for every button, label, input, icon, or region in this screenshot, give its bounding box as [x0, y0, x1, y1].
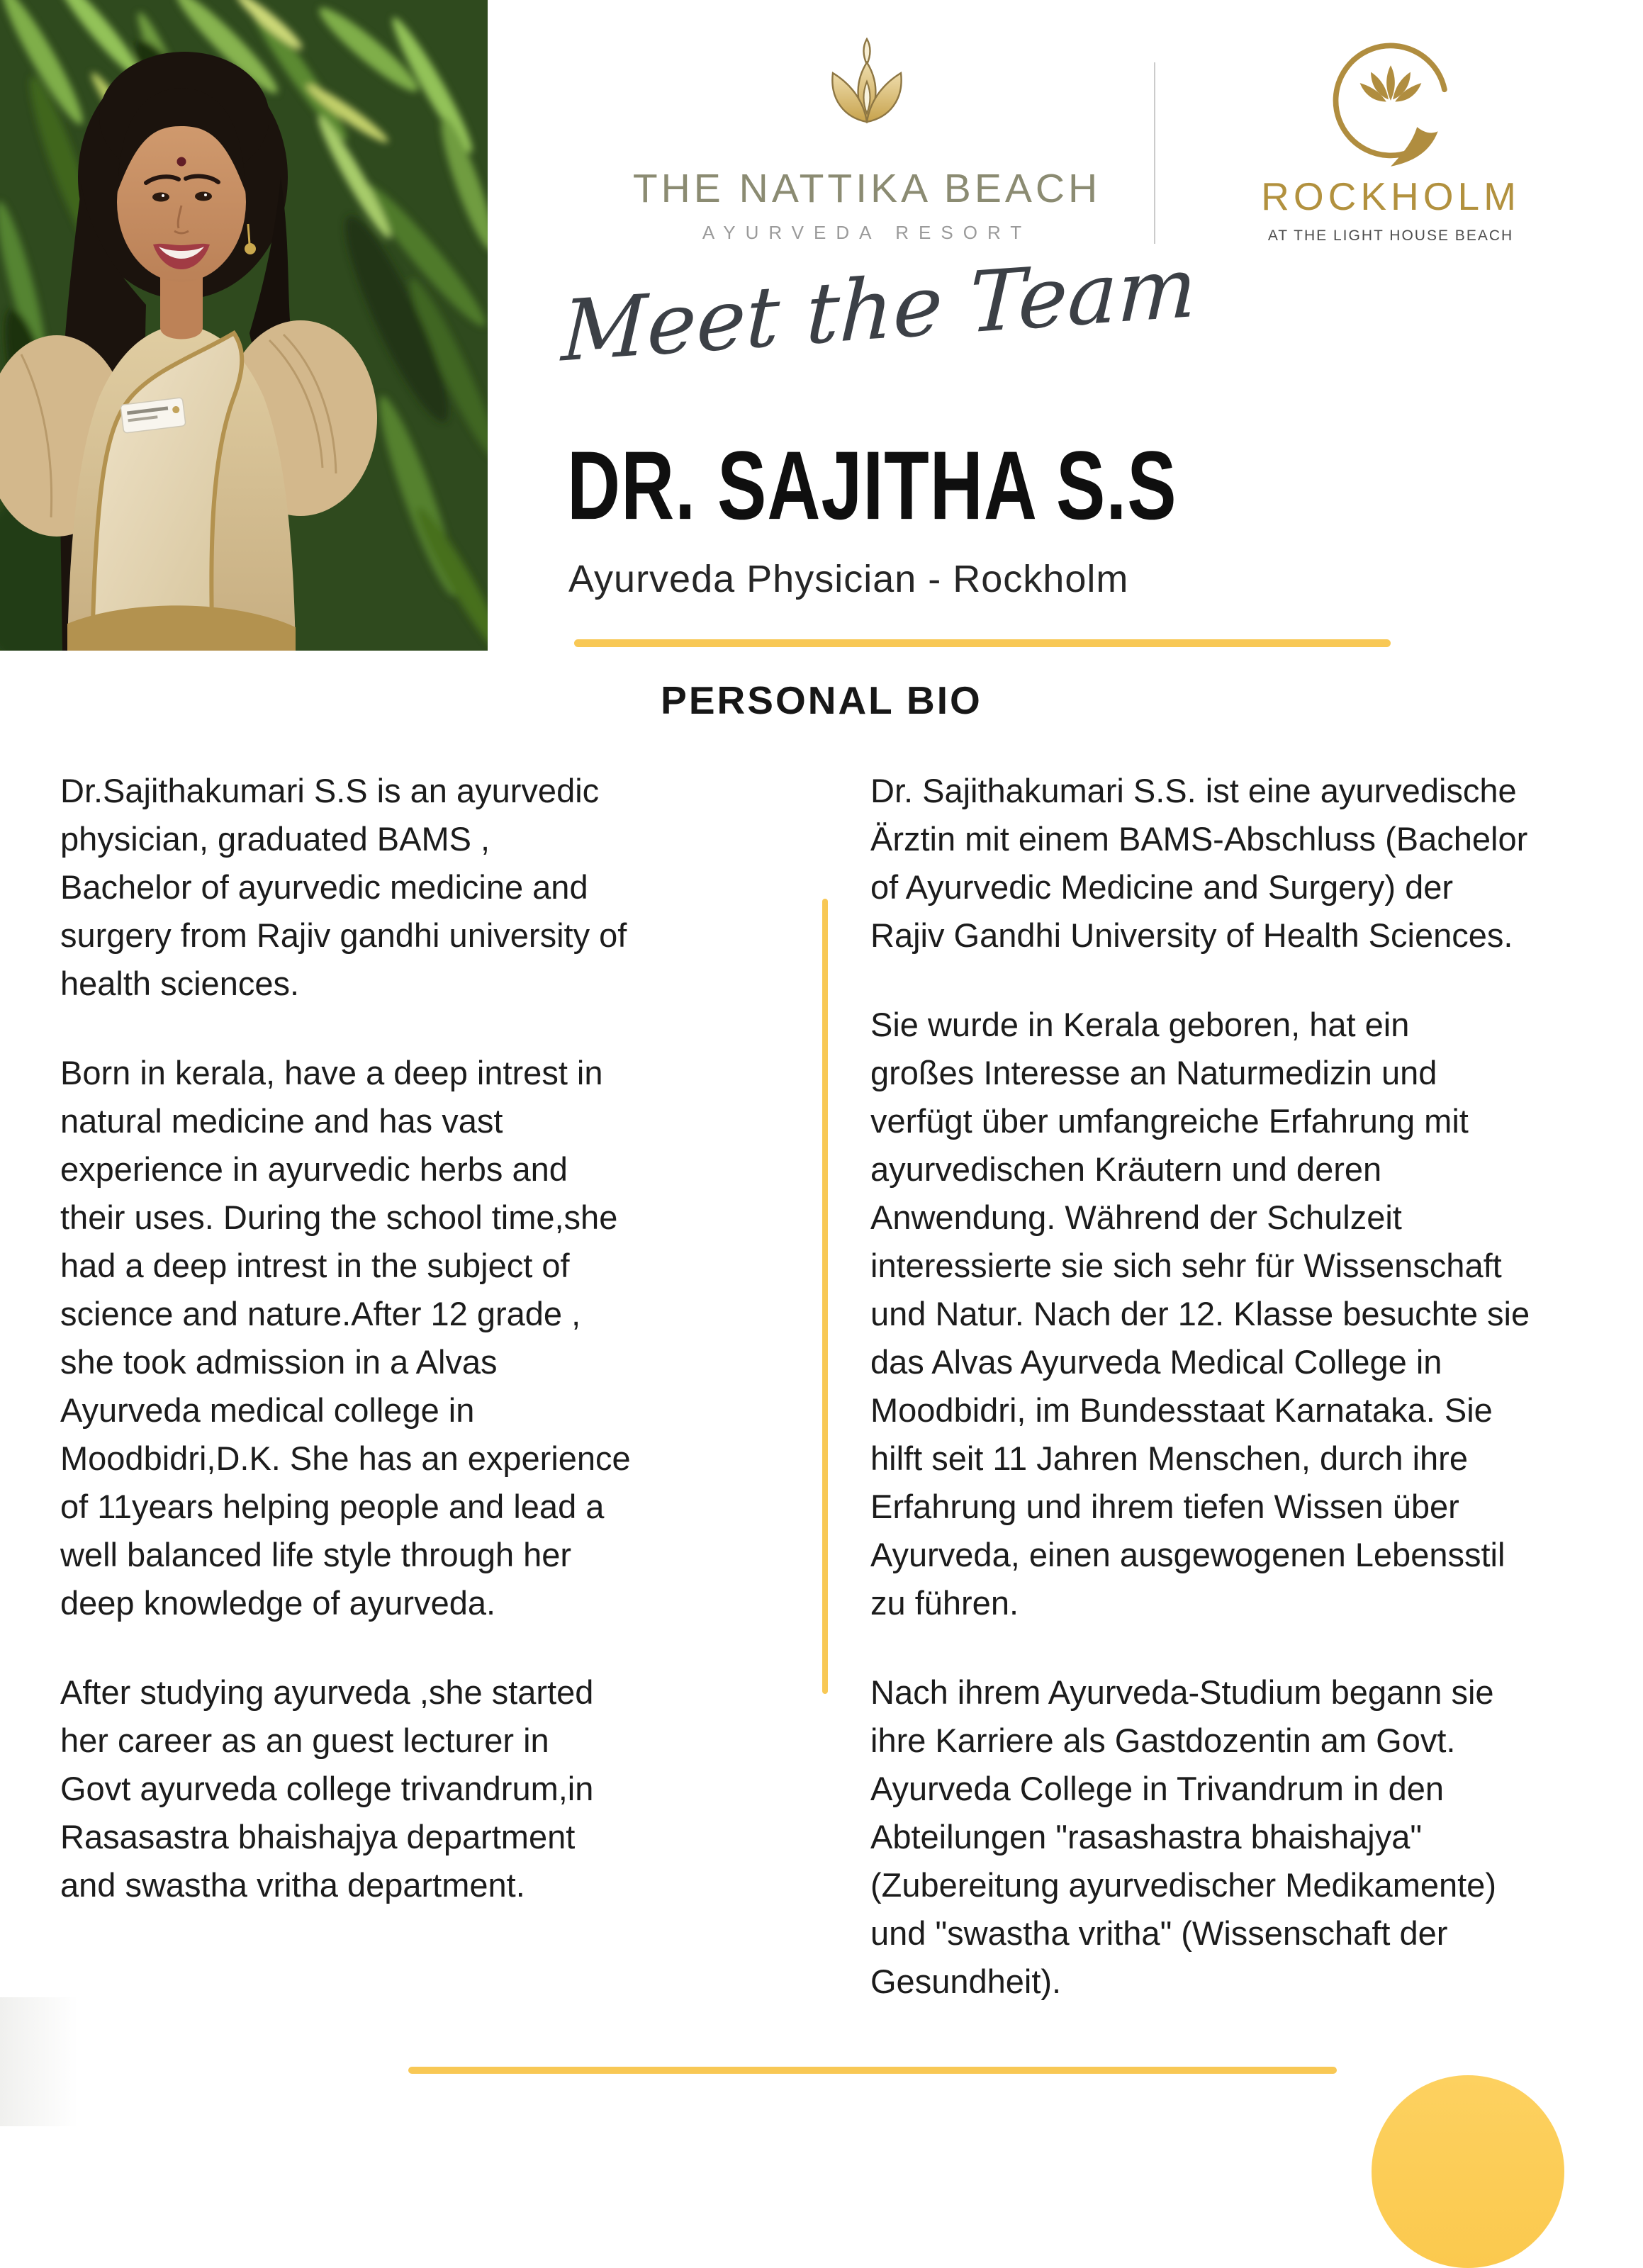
bio-line: well balanced life style through her: [60, 1536, 572, 1573]
bio-paragraph: [60, 767, 776, 1008]
logo-divider: [1154, 62, 1155, 244]
gold-column-divider: [822, 899, 828, 1694]
nattika-logo-subtitle: AYURVEDA RESORT: [702, 222, 1032, 243]
doctor-name: DR. SAJITHA S.S: [567, 432, 1177, 541]
bio-line: Dr.Sajithakumari S.S is an ayurvedic: [60, 772, 600, 809]
gold-corner-circle: [1372, 2075, 1564, 2268]
bio-line: das Alvas Ayurveda Medical College in: [870, 1343, 1442, 1381]
bio-paragraph: [870, 1001, 1636, 1627]
left-edge-shadow: [0, 1997, 78, 2126]
bio-line: Govt ayurveda college trivandrum,in: [60, 1770, 594, 1807]
bio-line: Anwendung. Während der Schulzeit: [870, 1198, 1402, 1236]
bio-line: and swastha vritha department.: [60, 1866, 525, 1904]
bio-line: und Natur. Nach der 12. Klasse besuchte sie: [870, 1295, 1530, 1332]
bio-line: ayurvedischen Kräutern und deren: [870, 1150, 1382, 1188]
doctor-role: Ayurveda Physician - Rockholm: [568, 558, 1129, 600]
rockholm-logo: [1185, 37, 1596, 245]
personal-bio-heading: PERSONAL BIO: [661, 678, 982, 722]
bio-english-column: [60, 767, 776, 1909]
bio-line: Ayurveda College in Trivandrum in den: [870, 1770, 1445, 1807]
bio-line: (Zubereitung ayurvedischer Medikamente): [870, 1866, 1496, 1904]
rockholm-pin-lotus-icon: [1325, 37, 1457, 169]
bio-line: Born in kerala, have a deep intrest in: [60, 1054, 603, 1091]
gold-divider-top: [574, 639, 1391, 647]
bio-line: ihre Karriere als Gastdozentin am Govt.: [870, 1722, 1456, 1759]
rockholm-logo-subtitle: AT THE LIGHT HOUSE BEACH: [1267, 228, 1514, 244]
bio-line: Nach ihrem Ayurveda-Studium begann sie: [870, 1673, 1494, 1711]
bio-line: Ayurveda, einen ausgewogenen Lebensstil: [870, 1536, 1505, 1573]
bio-line: science and nature.After 12 grade ,: [60, 1295, 581, 1332]
bio-line: Sie wurde in Kerala geboren, hat ein: [870, 1006, 1410, 1043]
lotus-icon: [814, 37, 920, 156]
bio-line: health sciences.: [60, 965, 300, 1002]
bio-line: Gesundheit).: [870, 1963, 1062, 2000]
bio-line: of 11years helping people and lead a: [60, 1488, 605, 1525]
bio-line: Moodbidri,D.K. She has an experience: [60, 1439, 631, 1477]
bio-line: natural medicine and has vast: [60, 1102, 503, 1140]
doctor-portrait-illustration: [0, 0, 488, 651]
bio-paragraph: [60, 1668, 776, 1909]
bio-line: their uses. During the school time,she: [60, 1198, 618, 1236]
bio-line: Moodbidri, im Bundesstaat Karnataka. Sie: [870, 1391, 1493, 1429]
nattika-logo-name: THE NATTIKA BEACH: [632, 166, 1101, 211]
bio-line: deep knowledge of ayurveda.: [60, 1584, 496, 1622]
bio-line: surgery from Rajiv gandhi university of: [60, 916, 627, 954]
bio-line: her career as an guest lecturer in: [60, 1722, 549, 1759]
bio-line: und "swastha vritha" (Wissenschaft der: [870, 1914, 1448, 1952]
bio-line: Rasasastra bhaishajya department: [60, 1818, 576, 1856]
bio-line: großes Interesse an Naturmedizin und: [870, 1054, 1437, 1091]
bio-line: Bachelor of ayurvedic medicine and: [60, 868, 588, 906]
bio-line: Ärztin mit einem BAMS-Abschluss (Bachelor: [870, 820, 1528, 858]
bio-line: hilft seit 11 Jahren Menschen, durch ihre: [870, 1439, 1468, 1477]
bio-line: Ayurveda medical college in: [60, 1391, 475, 1429]
bio-line: verfügt über umfangreiche Erfahrung mit: [870, 1102, 1469, 1140]
bio-line: Abteilungen "rasashastra bhaishajya": [870, 1818, 1423, 1856]
bio-line: of Ayurvedic Medicine and Surgery) der: [870, 868, 1454, 906]
meet-the-team-script: Meet the Team: [560, 237, 1199, 381]
bio-line: had a deep intrest in the subject of: [60, 1247, 570, 1284]
rockholm-logo-name: ROCKHOLM: [1261, 174, 1520, 218]
gold-divider-bottom: [408, 2067, 1337, 2074]
bio-paragraph: [870, 1668, 1636, 2006]
bio-paragraph: [60, 1049, 776, 1627]
bio-line: Rajiv Gandhi University of Health Sciences.: [870, 916, 1513, 954]
bio-line: After studying ayurveda ,she started: [60, 1673, 594, 1711]
bio-line: experience in ayurvedic herbs and: [60, 1150, 568, 1188]
bio-line: zu führen.: [870, 1584, 1019, 1622]
bio-line: Dr. Sajithakumari S.S. ist eine ayurvedische: [870, 772, 1517, 809]
bio-line: physician, graduated BAMS ,: [60, 820, 490, 858]
nattika-logo: [587, 37, 1147, 244]
bio-line: interessierte sie sich sehr für Wissenschaft: [870, 1247, 1502, 1284]
bio-german-column: [870, 767, 1636, 2006]
bio-line: she took admission in a Alvas: [60, 1343, 498, 1381]
doctor-photo: [0, 0, 488, 651]
bio-line: Erfahrung und ihrem tiefen Wissen über: [870, 1488, 1459, 1525]
bio-paragraph: [870, 767, 1636, 960]
